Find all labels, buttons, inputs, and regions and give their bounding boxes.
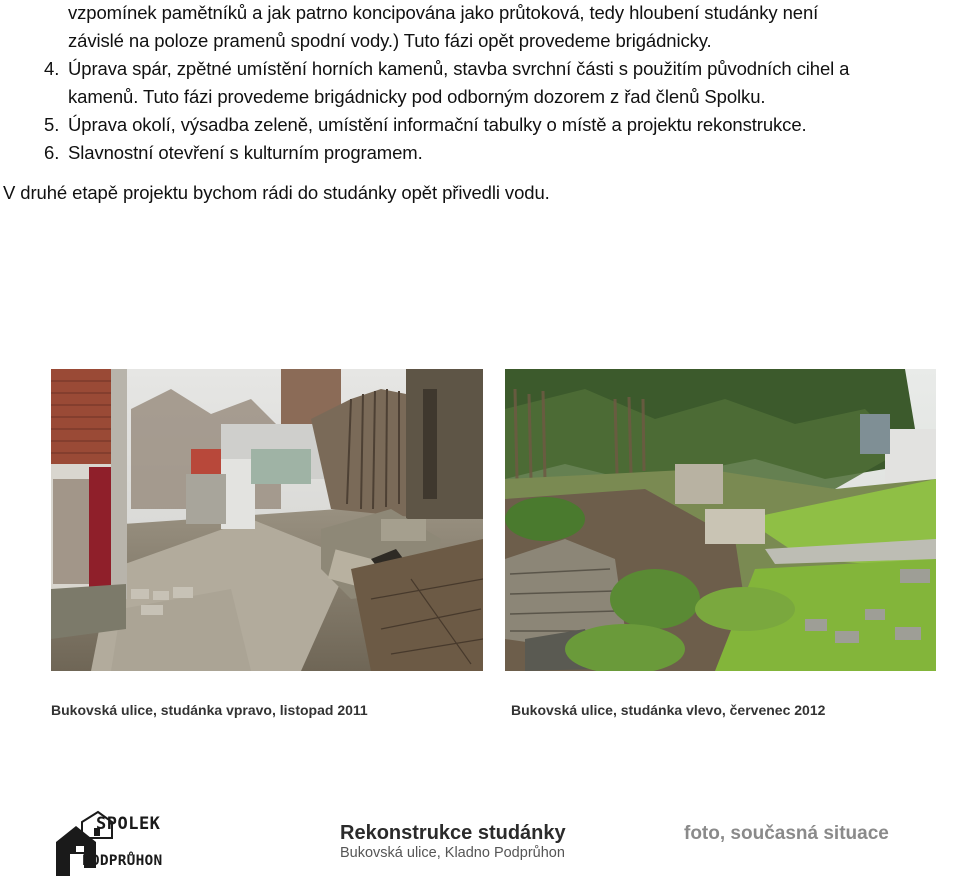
closing-sentence: V druhé etapě projektu bychom rádi do studánky opět přivedli vodu. [3, 182, 550, 203]
body-line-1: vzpomínek pamětníků a jak patrno koncipována jako průtoková, tedy hloubení studánky není [68, 2, 819, 23]
photo-july-2012 [505, 369, 936, 671]
list-number-4: 4. [44, 58, 60, 79]
list-item-4-line-2: kamenů. Tuto fázi provedeme brigádnicky pod odborným dozorem z řad členů Spolku. [68, 86, 766, 107]
photo-november-2011 [51, 369, 483, 671]
body-line-2: závislé na poloze pramenů spodní vody.) Tuto fázi opět provedeme brigádnicky. [68, 30, 712, 51]
logo-text-podpruhon: PODPRŮHON [82, 853, 163, 869]
list-item-4-line-1: Úprava spár, zpětné umístění horních kamenů, stavba svrchní části s použitím původních cihel a [68, 58, 850, 79]
list-number-6: 6. [44, 142, 60, 163]
list-item-6: Slavnostní otevření s kulturním programem. [68, 142, 423, 163]
list-item-5: Úprava okolí, výsadba zeleně, umístění informační tabulky o místě a projektu rekonstrukce. [68, 114, 807, 135]
footer-subtitle: Bukovská ulice, Kladno Podprůhon [340, 845, 565, 861]
footer-photo-label: foto, současná situace [684, 823, 889, 844]
footer-title: Rekonstrukce studánky [340, 822, 566, 844]
photo-caption-left: Bukovská ulice, studánka vpravo, listopad 2011 [51, 702, 368, 718]
list-number-5: 5. [44, 114, 60, 135]
photo-caption-right: Bukovská ulice, studánka vlevo, červenec 2012 [511, 702, 826, 718]
logo-text-spolek: SPOLEK [96, 814, 161, 834]
